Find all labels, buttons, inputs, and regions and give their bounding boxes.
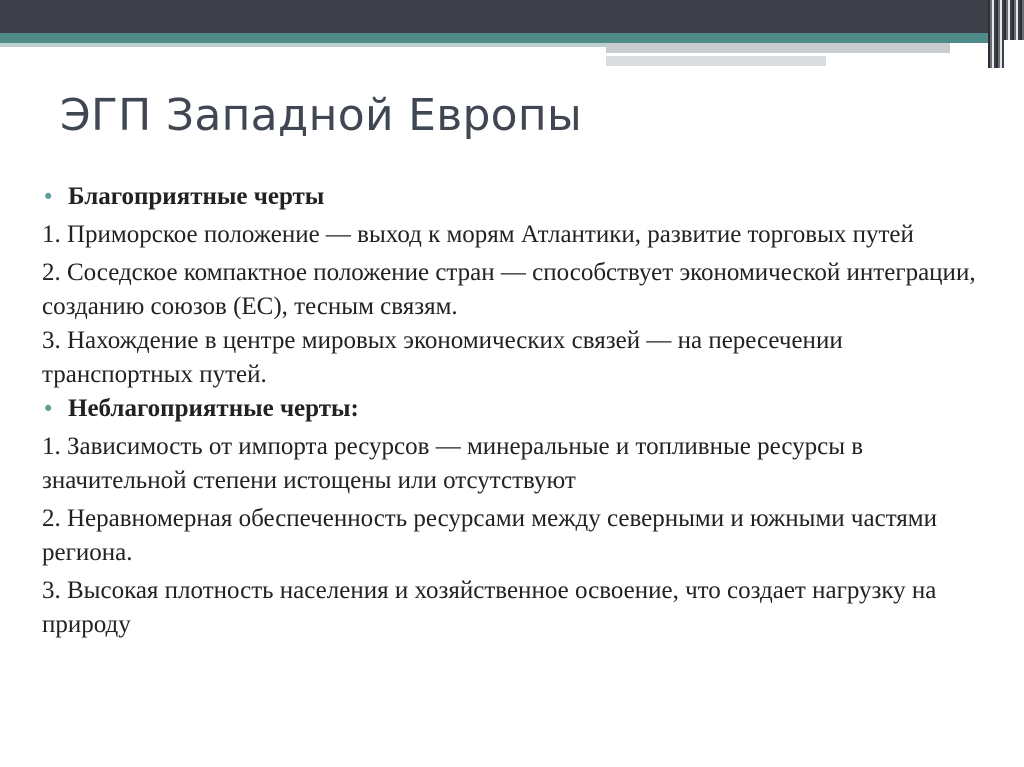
section-heading: Благоприятные черты	[68, 183, 325, 210]
section-favorable	[42, 180, 992, 214]
bullet-icon: •	[42, 185, 55, 209]
slide-title: ЭГП Западной Европы	[60, 90, 583, 141]
corner-notch	[1004, 40, 1024, 68]
section-heading: Неблагоприятные черты:	[68, 395, 359, 422]
grey-accent-line	[606, 43, 950, 53]
list-item: 3. Высокая плотность населения и хозяйственное освоение, что создает нагрузку на природу	[42, 577, 937, 638]
section-unfavorable	[42, 392, 992, 426]
list-item: 3. Нахождение в центре мировых экономических связей — на пересечении транспортных путей.	[42, 327, 843, 388]
list-item: 2. Соседское компактное положение стран — способствует экономической интеграции, созданию союзов (ЕС), тесным связям.	[42, 259, 976, 320]
list-item: 1. Приморское положение — выход к морям Атлантики, развитие торговых путей	[42, 221, 914, 248]
list-item: 2. Неравномерная обеспеченность ресурсами между северными и южными частями региона.	[42, 505, 937, 566]
list-item: 1. Зависимость от импорта ресурсов — минеральные и топливные ресурсы в значительной степени истощены или отсутствуют	[42, 433, 864, 494]
top-dark-band	[0, 0, 1024, 33]
slide-body	[42, 180, 992, 646]
grey-accent-line-short	[606, 56, 826, 66]
teal-accent-band	[0, 33, 1004, 43]
bullet-icon: •	[42, 397, 55, 421]
light-teal-stripe	[0, 43, 606, 47]
